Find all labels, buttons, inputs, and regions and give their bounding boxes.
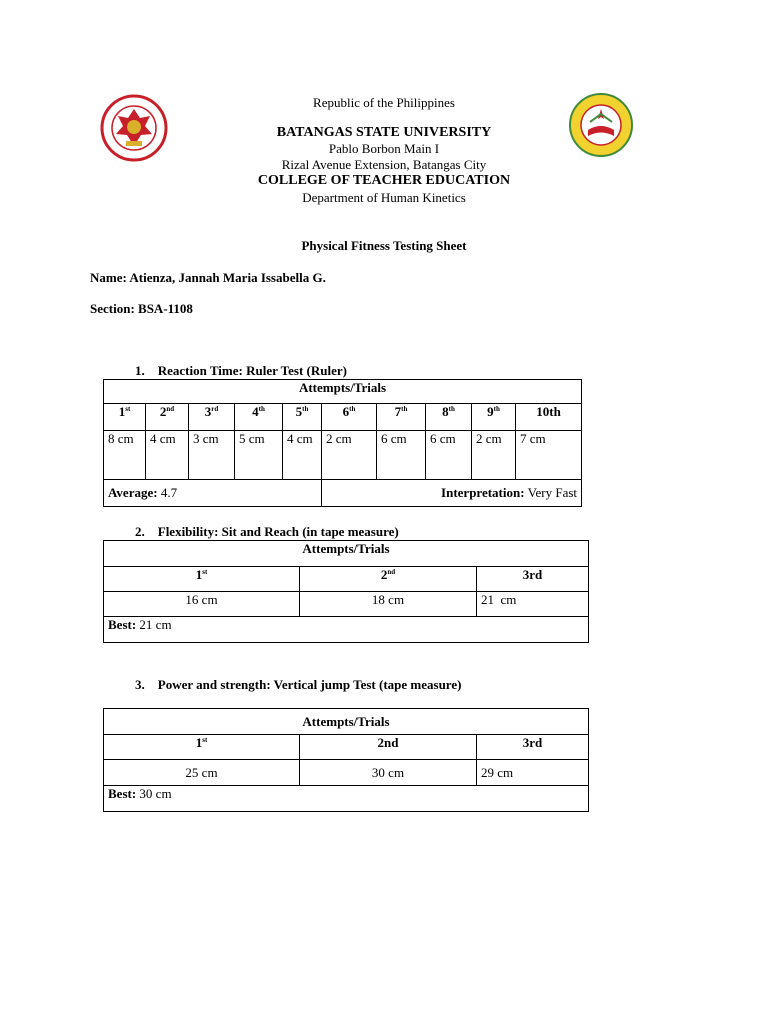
student-name: Atienza, Jannah Maria Issabella G. bbox=[129, 270, 326, 285]
ordinal-cell: 1st bbox=[104, 567, 300, 592]
ordinal-cell: 7th bbox=[377, 404, 426, 431]
value-cell: 25 cm bbox=[104, 760, 300, 786]
flexibility-table bbox=[103, 540, 589, 643]
test-3-number: 3. bbox=[135, 677, 145, 692]
value-cell: 6 cm bbox=[426, 431, 472, 480]
value-cell: 2 cm bbox=[322, 431, 377, 480]
test-2-number: 2. bbox=[135, 524, 145, 539]
value-cell: 6 cm bbox=[377, 431, 426, 480]
test-2-heading bbox=[135, 524, 399, 540]
department-line: Department of Human Kinetics bbox=[302, 190, 466, 205]
value-cell: 7 cm bbox=[516, 431, 582, 480]
vertical-jump-table bbox=[103, 708, 589, 812]
ordinal-cell: 4th bbox=[235, 404, 283, 431]
ordinal-cell: 3rd bbox=[477, 735, 589, 760]
ordinal-cell: 2nd bbox=[146, 404, 189, 431]
average-cell: Average: 4.7 bbox=[104, 480, 322, 507]
name-label: Name: bbox=[90, 270, 127, 285]
value-cell: 16 cm bbox=[104, 592, 300, 617]
value-cell: 4 cm bbox=[146, 431, 189, 480]
interpretation-cell: Interpretation: Very Fast bbox=[322, 480, 582, 507]
reaction-time-table bbox=[103, 379, 582, 507]
average-value: 4.7 bbox=[160, 485, 178, 500]
value-cell: 3 cm bbox=[189, 431, 235, 480]
value-cell: 8 cm bbox=[104, 431, 146, 480]
ordinal-cell: 6th bbox=[322, 404, 377, 431]
best-value: 21 cm bbox=[139, 617, 172, 632]
republic-line: Republic of the Philippines bbox=[313, 95, 455, 110]
value-cell: 4 cm bbox=[283, 431, 322, 480]
student-section-line bbox=[90, 301, 193, 317]
section-label: Section: bbox=[90, 301, 135, 316]
campus-line: Pablo Borbon Main I bbox=[328, 141, 440, 156]
student-name-line bbox=[90, 270, 326, 286]
test-1-value-row bbox=[104, 431, 582, 480]
value-cell: 5 cm bbox=[235, 431, 283, 480]
test-3-value-row bbox=[104, 760, 589, 786]
best-cell: Best: 30 cm bbox=[104, 786, 589, 812]
best-cell: Best: 21 cm bbox=[104, 617, 589, 643]
test-2-ordinal-row bbox=[104, 567, 589, 592]
test-3-trials-header: Attempts/Trials bbox=[104, 709, 589, 735]
ordinal-cell: 1st bbox=[104, 404, 146, 431]
value-cell: 30 cm bbox=[300, 760, 477, 786]
test-1-title: Reaction Time: Ruler Test (Ruler) bbox=[157, 363, 347, 378]
test-1-ordinal-row bbox=[104, 404, 582, 431]
test-3-title: Power and strength: Vertical jump Test (tape measure) bbox=[157, 677, 462, 692]
test-1-trials-header: Attempts/Trials bbox=[104, 380, 582, 404]
ordinal-cell: 9th bbox=[472, 404, 516, 431]
ordinal-cell: 3rd bbox=[189, 404, 235, 431]
test-2-best-row bbox=[104, 617, 589, 643]
ordinal-cell: 1st bbox=[104, 735, 300, 760]
ordinal-cell: 8th bbox=[426, 404, 472, 431]
interpretation-value: Very Fast bbox=[527, 485, 578, 500]
ordinal-cell: 2nd bbox=[300, 567, 477, 592]
student-section: BSA-1108 bbox=[138, 301, 193, 316]
test-1-summary-row bbox=[104, 480, 582, 507]
college-name: COLLEGE OF TEACHER EDUCATION bbox=[257, 173, 511, 188]
test-3-heading bbox=[135, 677, 461, 693]
test-1-number: 1. bbox=[135, 363, 145, 378]
value-cell: 18 cm bbox=[300, 592, 477, 617]
university-name: BATANGAS STATE UNIVERSITY bbox=[276, 125, 492, 140]
ordinal-cell: 5th bbox=[283, 404, 322, 431]
test-2-title: Flexibility: Sit and Reach (in tape measure) bbox=[157, 524, 399, 539]
test-3-best-row bbox=[104, 786, 589, 812]
ordinal-cell: 3rd bbox=[477, 567, 589, 592]
test-2-trials-header: Attempts/Trials bbox=[104, 541, 589, 567]
sheet-title: Physical Fitness Testing Sheet bbox=[301, 238, 467, 253]
test-2-value-row bbox=[104, 592, 589, 617]
test-3-ordinal-row bbox=[104, 735, 589, 760]
best-value: 30 cm bbox=[139, 786, 172, 801]
ordinal-cell: 2nd bbox=[300, 735, 477, 760]
value-cell: 21 cm bbox=[477, 592, 589, 617]
address-line: Rizal Avenue Extension, Batangas City bbox=[281, 157, 487, 172]
value-cell: 29 cm bbox=[477, 760, 589, 786]
test-1-heading bbox=[135, 363, 347, 379]
value-cell: 2 cm bbox=[472, 431, 516, 480]
ordinal-cell: 10th bbox=[516, 404, 582, 431]
